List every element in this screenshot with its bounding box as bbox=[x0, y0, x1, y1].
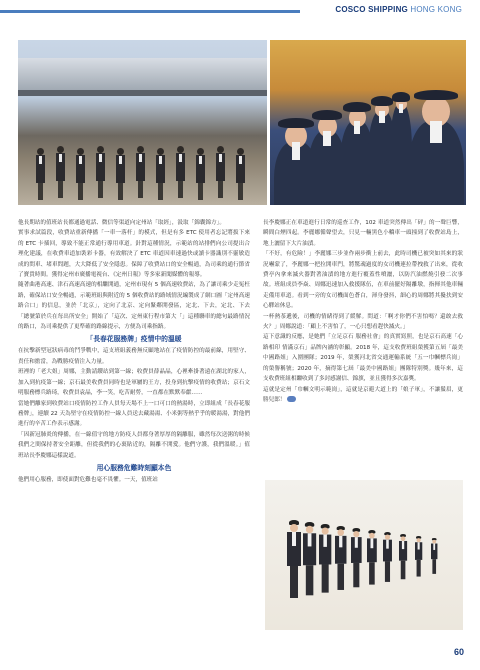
staff-legs bbox=[322, 564, 329, 592]
end-mark-icon bbox=[287, 396, 296, 402]
section-heading: 「長春花服務牌」疫情中的溫暖 bbox=[86, 335, 182, 344]
staff-shirt bbox=[99, 154, 102, 162]
paragraph bbox=[263, 385, 463, 406]
staff-hat bbox=[392, 92, 410, 102]
staff-head bbox=[217, 146, 224, 153]
staff-figure bbox=[319, 524, 331, 593]
staff-legs bbox=[238, 183, 243, 200]
staff-face bbox=[322, 528, 329, 535]
staff-legs bbox=[38, 183, 43, 200]
staff-legs bbox=[432, 559, 436, 574]
article-right-column bbox=[263, 218, 463, 405]
staff-shirt bbox=[139, 154, 142, 162]
staff-figure bbox=[76, 148, 85, 200]
page-number: 60 bbox=[453, 647, 464, 657]
staff-figure bbox=[236, 148, 245, 200]
staff-shirt bbox=[371, 538, 374, 548]
staff-collar bbox=[379, 111, 385, 122]
staff-legs bbox=[58, 181, 63, 198]
toll-canopy bbox=[18, 58, 267, 94]
staff-head bbox=[197, 148, 204, 155]
staff-figure bbox=[399, 534, 407, 579]
toll-canopy-beam bbox=[18, 90, 267, 96]
staff-figure bbox=[367, 530, 377, 585]
staff-hat bbox=[312, 110, 342, 120]
staff-figure bbox=[176, 146, 185, 198]
staff-figure bbox=[196, 148, 205, 200]
paragraph: 當她們離家到收費站口疫情防控工作人員每天場不上一口可口的熱湯時，立即組成「長春花服務牌」，連續 22 天為堅守在疫情防控一線人員送去藏湯湯、小米粥等熱乎乎的暖湯湯，對他們進行的辛苦工作表示感謝。 bbox=[18, 400, 250, 428]
staff-head bbox=[157, 148, 164, 155]
staff-legs bbox=[218, 181, 223, 198]
paragraph: 在抗擊新型冠狀病毒的鬥爭戰中，這支班組義務無反顧地站在了疫情防控的最前線，用堅守、責任和擔當，為戰勝疫情注入力量。 bbox=[18, 348, 250, 365]
staff-shirt bbox=[339, 536, 342, 547]
staff-figure bbox=[56, 146, 65, 198]
page-header bbox=[0, 0, 480, 24]
staff-shirt bbox=[39, 156, 42, 164]
staff-shirt bbox=[418, 542, 420, 549]
staff-shirt bbox=[308, 533, 312, 546]
staff-shirt bbox=[386, 540, 389, 549]
staff-figure bbox=[156, 148, 165, 200]
staff-shirt bbox=[402, 541, 404, 549]
staff-shirt bbox=[433, 544, 435, 550]
staff-collar bbox=[354, 121, 361, 135]
staff-hat bbox=[414, 90, 459, 100]
staff-legs bbox=[138, 181, 143, 198]
staff-head bbox=[97, 146, 104, 153]
staff-legs bbox=[369, 562, 375, 584]
staff-legs bbox=[198, 183, 203, 200]
staff-head bbox=[77, 148, 84, 155]
closing-line: 這就是定州「巾幗文明示範崗」，這就是京避大道上的「娘子軍」，不讓鬚眉，更勝兒郎！ bbox=[263, 386, 463, 403]
staff-face bbox=[306, 526, 314, 534]
staff-shirt bbox=[159, 156, 162, 164]
staff-shirt bbox=[59, 154, 62, 162]
staff-shirt bbox=[292, 532, 296, 546]
paragraph: 「因新冠肺炎的傳播，在一線值守的地方防疫人員都身著厚厚的隔離服，雖然每次送粥的時候我們之間保持著安全距離，但從我們的心裏貼近的，隔離不開愛。他們守護，我們溫暖。」值班站長李慶娜這樣說道。 bbox=[18, 431, 250, 459]
staff-shirt bbox=[119, 156, 122, 164]
staff-figure bbox=[431, 538, 437, 574]
staff-legs bbox=[290, 566, 298, 598]
staff-figure bbox=[216, 146, 225, 198]
paragraph: 一杯熱茶遞後，司機的情緒得到了緩解。問道：「啊才你們不害怕嗎？還敢去救火？」周娜說道：「顧上不害怕了，一心只想看趕快滅火。」 bbox=[263, 313, 463, 331]
staff-figure bbox=[383, 532, 392, 582]
staff-head bbox=[37, 148, 44, 155]
staff-face bbox=[290, 524, 298, 532]
staff-figure bbox=[351, 528, 362, 587]
staff-figure bbox=[303, 522, 316, 595]
staff-legs bbox=[306, 565, 314, 595]
paragraph: 他長期站的值班站長都通過電話、微信等渠道向定州站「取經」，汲取「錦囊錦方」。 bbox=[18, 220, 225, 226]
staff-collar bbox=[323, 131, 331, 146]
staff-head bbox=[177, 146, 184, 153]
staff-legs bbox=[158, 183, 163, 200]
staff-shirt bbox=[239, 156, 242, 164]
staff-collar bbox=[292, 142, 301, 160]
staff-shirt bbox=[219, 154, 222, 162]
staff-closeup-photo bbox=[270, 40, 466, 205]
staff-legs bbox=[417, 560, 421, 577]
staff-shirt bbox=[323, 535, 327, 547]
header-brand bbox=[335, 5, 462, 14]
staff-collar bbox=[399, 104, 403, 113]
staff-figure bbox=[335, 526, 346, 590]
staff-legs bbox=[401, 561, 406, 580]
section-heading: 用心服務危難時刻顯本色 bbox=[96, 463, 172, 472]
staff-figure bbox=[116, 148, 125, 200]
staff-collar bbox=[430, 121, 441, 143]
paragraph: 「不好，有危險！」李麗娜三步並作兩步衝上前去，此時司機已被突如其來的狀況嚇蒙了，李麗娜一把拉開車門，將驚魂過度的女司機連拉帶拽救了出來，從收費亭內拿來滅火器對著油漬的地方進行覆蓋性噴灑，以防汽油燃燒引發二次事故。班組成員李焱、周娜迅速加入救援隊伍，在車前擺好隔離墩，指揮其他車輛走備用車道。看到一旁的女司機面色蒼白，渾身發抖，細心的周娜將其攙扶到安心驛站休息。 bbox=[263, 251, 463, 310]
staff-legs bbox=[353, 563, 359, 587]
brand-sub: HONG KONG bbox=[410, 5, 462, 14]
staff-figure bbox=[287, 520, 301, 598]
staff-lineup-photo bbox=[18, 40, 267, 205]
staff-hat bbox=[278, 118, 313, 128]
brand-main: COSCO SHIPPING bbox=[335, 5, 408, 14]
article-left-column bbox=[18, 218, 250, 485]
paragraph: 長李慶娜正在車道進行日常的巡查工作，102 車道突然傳出「砰」的一聲巨響，瞬間白煙四起。李麗娜循聲望去，只見一輛黑色小轎車一頭撞到了收費站島上，地上灑留下大片油漬。 bbox=[263, 220, 463, 247]
staff-shirt bbox=[79, 156, 82, 164]
paragraph: 班裡的「老大姐」周娜，主動請纓站到第一線；收費員薛晶晶，心裡牽掛著遠在湖北的家人，加入到抗疫第一線；京石最美收費員同時也是軍屬的王方，投身到抗擊疫情的收費站；京石文明服務標兵路琦，收費員袁晶，李一笑，吃苦耐勞，一直都在默默奉獻…… bbox=[18, 369, 250, 397]
paragraph: 他們用心服務，即使面對危難也毫不畏懼。一天，值班站 bbox=[18, 476, 158, 483]
staff-legs bbox=[178, 181, 183, 198]
header-accent-bar bbox=[0, 10, 300, 13]
staff-shirt bbox=[355, 537, 358, 548]
staff-legs bbox=[118, 183, 123, 200]
staff-figure bbox=[415, 536, 422, 577]
staff-row-photo bbox=[265, 480, 463, 630]
paragraph: 這下意識的反應，是她們「立足京石 服務社會」的真實寫照，也是京石高速「心路相印 情滿京石」品牌內涵的彰顯。2018 年，這支收費班組榮獲第五屆「最美中國路姐」入圍團隊；2019 年，榮獲河北省交通運輸系統「五一巾幗標兵崗」的榮譽稱號；2020 年，摘得第七屆「最美中國路姐」團隊特別獎。幾年來，這支收費班組相繼收到了多封感謝信、錦旗，並且獲得多次嘉獎。 bbox=[263, 334, 463, 383]
staff-shirt bbox=[179, 154, 182, 162]
staff-figure bbox=[36, 148, 45, 200]
staff-hat bbox=[343, 102, 370, 112]
paragraph: 隨著曲港高速、津石高速高速的相繼開通，定州市現有 5 個高速收費站，為了讓司乘少走冤枉路，確保站口安全暢通，示範班組與附近的 5 個收費站的路域情況編製成了網口圖「定州高速路合口」的信息，並於「北京」，定向了北京、定向緊鄰開發區，定北、下去，定北、下去「總號第於兵在每出所安全」開始了「這次、定州東行程市第大「」這種聯車的總句最路情況的路口，為司乘提供了更準確的路線提示，方便為司乘指路。 bbox=[18, 282, 250, 331]
staff-hat bbox=[371, 96, 393, 106]
staff-head bbox=[117, 148, 124, 155]
staff-head bbox=[137, 146, 144, 153]
staff-head bbox=[57, 146, 64, 153]
staff-legs bbox=[337, 564, 344, 590]
staff-head bbox=[237, 148, 244, 155]
paragraph: 實事求試篇段，收費站重新傳播「一車一落杆」的模式，但是有多 ETC 使用者忘記將拔下來的 ETC 卡插回，導致不能正常通行導用車道。針對這種情況，示範站的站排們向公司提出合理化建議，在收費車道加裝彩卡器，有效解決了 ETC 車道因車速過快或讀卡器識別不靈敏造成的問車、堵車問題，大大降低了安全隱患。保障了收費站口的安全暢通，為司乘的通行節省了寶貴時間。獲得定州市廣播電視台、《定州日報》等多家新聞媒體的報導。 bbox=[18, 230, 250, 279]
staff-figure bbox=[96, 146, 105, 198]
staff-legs bbox=[385, 561, 390, 581]
staff-legs bbox=[78, 183, 83, 200]
staff-legs bbox=[98, 181, 103, 198]
staff-figure bbox=[136, 146, 145, 198]
staff-shirt bbox=[199, 156, 202, 164]
